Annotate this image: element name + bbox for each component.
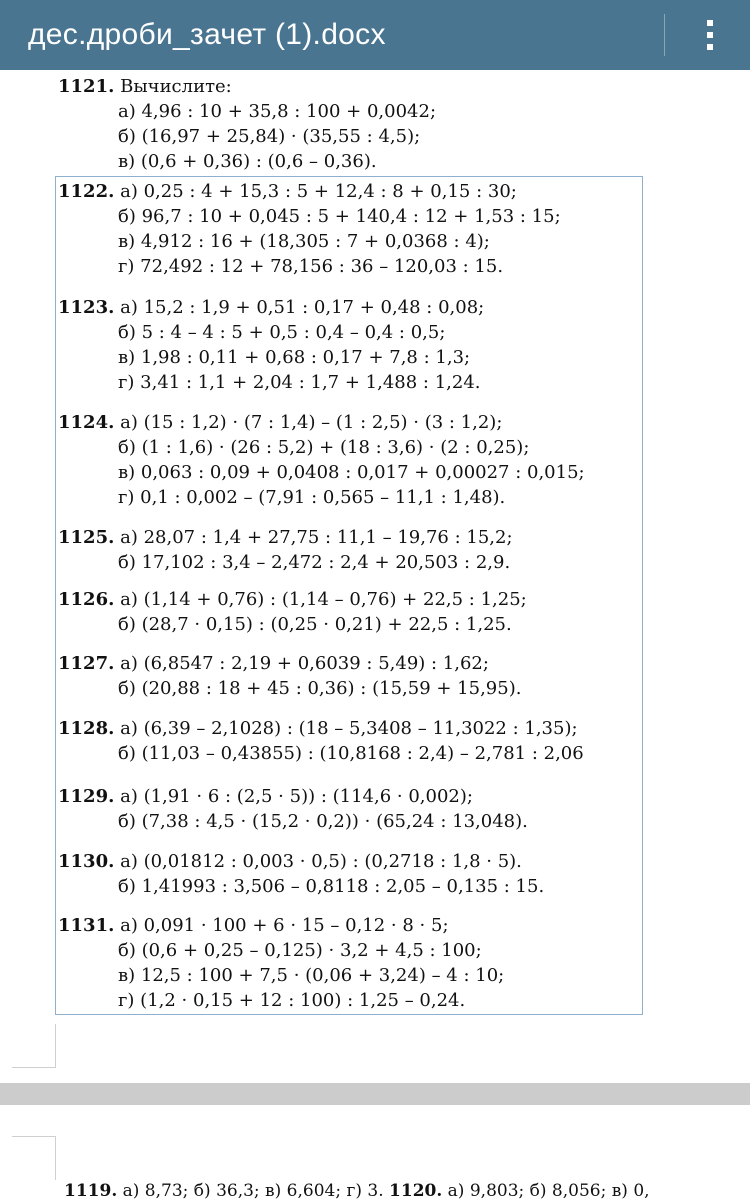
overflow-menu-icon[interactable]: [692, 14, 728, 56]
problem-line: г) 0,1 : 0,002 – (7,91 : 0,565 – 11,1 : 1,48).: [118, 487, 506, 508]
problem-line: б) (7,38 : 4,5 · (15,2 · 0,2)) · (65,24 : 13,048).: [118, 811, 528, 832]
problem-line: в) 1,98 : 0,11 + 0,68 : 0,17 + 7,8 : 1,3;: [118, 347, 471, 368]
problem-number: 1131.: [58, 915, 115, 936]
answer-number: 1120.: [389, 1181, 443, 1200]
page-corner-mark: [12, 1024, 56, 1068]
problem-line: г) 3,41 : 1,1 + 2,04 : 1,7 + 1,488 : 1,24.: [118, 372, 481, 393]
problem-number: 1121.: [58, 76, 115, 97]
problem-number: 1124.: [58, 412, 115, 433]
problem-line: а) 0,25 : 4 + 15,3 : 5 + 12,4 : 8 + 0,15 : 30;: [120, 181, 517, 202]
problem-number: 1129.: [58, 786, 115, 807]
problem-line: б) (16,97 + 25,84) · (35,55 : 4,5);: [118, 126, 421, 147]
problem-line: б) (0,6 + 0,25 – 0,125) · 3,2 + 4,5 : 100;: [118, 940, 482, 961]
problem-number: 1122.: [58, 181, 115, 202]
problem-line: б) 96,7 : 10 + 0,045 : 5 + 140,4 : 12 + 1,53 : 15;: [118, 206, 561, 227]
problem-1121: [58, 74, 436, 174]
answer-number: 1119.: [64, 1181, 118, 1200]
problem-1129: [58, 784, 528, 834]
problem-instruction: Вычислите:: [120, 76, 232, 97]
problem-1124: [58, 410, 585, 510]
problem-1126: [58, 587, 527, 637]
problem-number: 1127.: [58, 653, 115, 674]
problem-line: г) (1,2 · 0,15 + 12 : 100) : 1,25 – 0,24.: [118, 990, 466, 1011]
problem-line: в) 12,5 : 100 + 7,5 · (0,06 + 3,24) – 4 : 10;: [118, 965, 505, 986]
problem-1131: [58, 913, 504, 1013]
problem-number: 1128.: [58, 718, 115, 739]
problem-line: а) (6,39 – 2,1028) : (18 – 5,3408 – 11,3022 : 1,35);: [120, 718, 578, 739]
problem-line: а) 15,2 : 1,9 + 0,51 : 0,17 + 0,48 : 0,08;: [120, 297, 485, 318]
problem-line: б) (1 : 1,6) · (26 : 5,2) + (18 : 3,6) · (2 : 0,25);: [118, 437, 530, 458]
problem-line: а) (15 : 1,2) · (7 : 1,4) – (1 : 2,5) · (3 : 1,2);: [120, 412, 503, 433]
answer-text: а) 9,803; б) 8,056; в) 0,: [447, 1181, 650, 1200]
problem-line: б) (28,7 · 0,15) : (0,25 · 0,21) + 22,5 : 1,25.: [118, 614, 512, 635]
page-separator: [0, 1083, 750, 1105]
problem-line: а) (6,8547 : 2,19 + 0,6039 : 5,49) : 1,62;: [120, 653, 489, 674]
problem-1122: [58, 179, 561, 279]
problem-1125: [58, 525, 513, 575]
problem-line: в) 4,912 : 16 + (18,305 : 7 + 0,0368 : 4);: [118, 231, 490, 252]
app-bar: [0, 0, 750, 70]
problem-number: 1130.: [58, 851, 115, 872]
problem-1128: [58, 716, 584, 766]
problem-number: 1123.: [58, 297, 115, 318]
problem-line: а) 28,07 : 1,4 + 27,75 : 11,1 – 19,76 : 15,2;: [120, 527, 513, 548]
problem-line: б) 5 : 4 – 4 : 5 + 0,5 : 0,4 – 0,4 : 0,5;: [118, 322, 446, 343]
problem-line: б) (20,88 : 18 + 45 : 0,36) : (15,59 + 15,95).: [118, 678, 522, 699]
problem-line: а) 0,091 · 100 + 6 · 15 – 0,12 · 8 · 5;: [120, 915, 449, 936]
page-corner-mark: [12, 1136, 56, 1180]
problem-line: а) 4,96 : 10 + 35,8 : 100 + 0,0042;: [118, 101, 437, 122]
problem-line: б) 1,41993 : 3,506 – 0,8118 : 2,05 – 0,135 : 15.: [118, 876, 545, 897]
problem-1123: [58, 295, 484, 395]
problem-1127: [58, 651, 521, 701]
problem-1130: [58, 849, 544, 899]
problem-line: в) 0,063 : 0,09 + 0,0408 : 0,017 + 0,00027 : 0,015;: [118, 462, 585, 483]
problem-line: б) (11,03 – 0,43855) : (10,8168 : 2,4) – 2,781 : 2,06: [118, 743, 584, 764]
appbar-divider: [664, 14, 665, 56]
problem-line: а) (1,91 · 6 : (2,5 · 5)) : (114,6 · 0,002);: [120, 786, 473, 807]
problem-line: а) (1,14 + 0,76) : (1,14 – 0,76) + 22,5 : 1,25;: [120, 589, 527, 610]
problem-number: 1125.: [58, 527, 115, 548]
answer-text: а) 8,73; б) 36,3; в) 6,604; г) 3.: [122, 1181, 384, 1200]
problem-number: 1126.: [58, 589, 115, 610]
answers-line: [64, 1180, 650, 1200]
problem-line: б) 17,102 : 3,4 – 2,472 : 2,4 + 20,503 : 2,9.: [118, 552, 511, 573]
problem-line: г) 72,492 : 12 + 78,156 : 36 – 120,03 : 15.: [118, 256, 504, 277]
problem-line: в) (0,6 + 0,36) : (0,6 – 0,36).: [118, 151, 377, 172]
problem-line: а) (0,01812 : 0,003 · 0,5) : (0,2718 : 1,8 · 5).: [120, 851, 522, 872]
document-title: дес.дроби_зачет (1).docx: [28, 18, 386, 51]
